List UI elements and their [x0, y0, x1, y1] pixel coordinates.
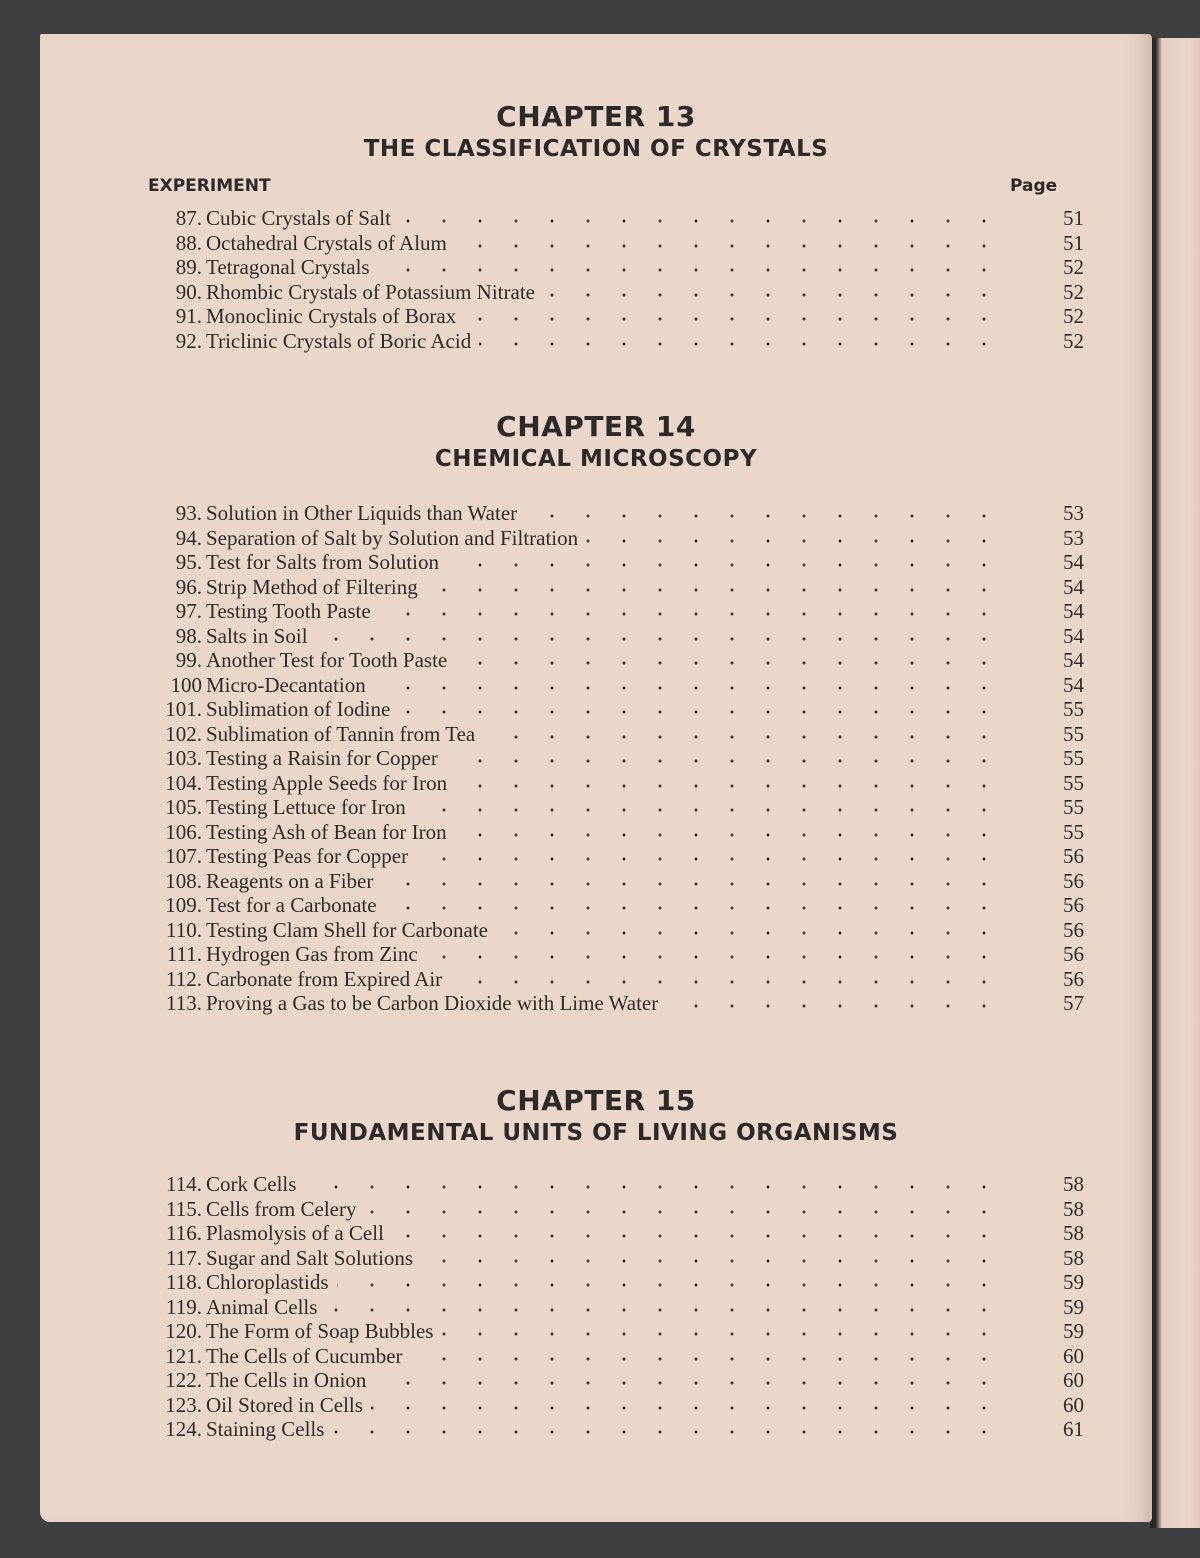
toc-entry [144, 1368, 1084, 1393]
experiment-number: 87. [175, 206, 202, 230]
chapter-15-heading [40, 1084, 1152, 1148]
dot-leader [455, 661, 1002, 665]
toc-entry [144, 1197, 1084, 1222]
dot-leader [374, 686, 1002, 690]
experiment-number: 111. [166, 942, 202, 966]
experiment-number: 106. [165, 819, 202, 844]
page-number: 53 [1063, 525, 1084, 550]
experiment-title: Staining Cells [206, 1417, 325, 1441]
toc-entry [144, 942, 1084, 967]
experiment-title: Testing a Raisin for Copper [206, 746, 438, 770]
toc-entry [144, 1172, 1084, 1197]
toc-entry [144, 844, 1084, 869]
page-number: 52 [1063, 304, 1084, 328]
toc-entry [144, 231, 1084, 256]
toc-entry [144, 624, 1084, 649]
experiment-title: Sublimation of Iodine [206, 697, 391, 721]
toc-entry [144, 1221, 1084, 1246]
page-number: 60 [1063, 1392, 1084, 1417]
experiment-number: 116. [166, 1221, 202, 1245]
toc-entry [144, 501, 1084, 526]
experiment-number: 89. [175, 255, 202, 279]
dot-leader [392, 1234, 1002, 1238]
experiment-number: 115. [166, 1196, 202, 1221]
experiment-title: Monoclinic Crystals of Borax [206, 304, 457, 328]
experiment-number: 105. [165, 795, 202, 819]
experiment-title: Reagents on a Fiber [206, 868, 374, 893]
book-page [40, 34, 1152, 1522]
chapter-13-entries [144, 206, 1084, 353]
toc-entry [144, 1417, 1084, 1442]
dot-leader [381, 882, 1002, 886]
experiment-number: 123. [165, 1392, 202, 1417]
toc-entry [144, 1393, 1084, 1418]
experiment-number: 113. [166, 991, 202, 1015]
dot-leader [426, 588, 1002, 592]
page-number: 55 [1063, 770, 1084, 795]
toc-entry [144, 1246, 1084, 1271]
dot-leader [416, 857, 1002, 861]
chapter-subtitle: CHEMICAL MICROSCOPY [434, 446, 758, 472]
experiment-title: Testing Apple Seeds for Iron [206, 770, 448, 795]
experiment-title: Proving a Gas to be Carbon Dioxide with Lime Water [206, 991, 659, 1015]
dot-leader [483, 735, 1002, 739]
experiment-title: Carbonate from Expired Air [206, 966, 443, 991]
toc-entry [144, 1295, 1084, 1320]
toc-entry [144, 918, 1084, 943]
experiment-number: 92. [175, 328, 202, 353]
dot-leader [426, 955, 1002, 959]
experiment-number: 107. [165, 844, 202, 868]
toc-entry [144, 1344, 1084, 1369]
dot-leader [525, 514, 1002, 518]
toc-entry [144, 893, 1084, 918]
experiment-title: Triclinic Crystals of Boric Acid [206, 328, 472, 353]
experiment-number: 112. [166, 966, 202, 991]
dot-leader [543, 293, 1002, 297]
toc-entry [144, 599, 1084, 624]
experiment-number: 109. [165, 893, 202, 917]
toc-entry [144, 1319, 1084, 1344]
toc-entry [144, 746, 1084, 771]
toc-entry [144, 722, 1084, 747]
dot-leader [450, 980, 1002, 984]
page-number: 52 [1063, 279, 1084, 304]
experiment-number: 97. [175, 599, 202, 623]
dot-leader [455, 833, 1002, 837]
experiment-title: Solution in Other Liquids than Water [206, 501, 518, 525]
dot-leader [325, 1308, 1002, 1312]
page-number: 56 [1063, 844, 1084, 868]
toc-entry [144, 206, 1084, 231]
dot-leader [371, 1406, 1002, 1410]
page-number: 58 [1063, 1196, 1084, 1221]
toc-entry [144, 991, 1084, 1016]
page-number: 56 [1063, 893, 1084, 917]
chapter-14-entries [144, 501, 1084, 1016]
experiment-number: 122. [165, 1368, 202, 1392]
experiment-title: Tetragonal Crystals [206, 255, 370, 279]
toc-entry [144, 820, 1084, 845]
dot-leader [446, 759, 1002, 763]
experiment-number: 100 [170, 672, 202, 697]
toc-entry [144, 697, 1084, 722]
page-number: 51 [1063, 230, 1084, 255]
page-number: 54 [1063, 623, 1084, 648]
page-number: 58 [1063, 1172, 1084, 1196]
dot-leader [479, 342, 1002, 346]
experiment-title: The Cells of Cucumber [206, 1343, 403, 1368]
page-number: 54 [1063, 550, 1084, 574]
page-number: 55 [1063, 721, 1084, 746]
page-number: 55 [1063, 795, 1084, 819]
page-number: 58 [1063, 1245, 1084, 1270]
experiment-number: 110. [166, 917, 202, 942]
experiment-title: Another Test for Tooth Paste [206, 648, 448, 672]
experiment-title: Cells from Celery [206, 1196, 357, 1221]
experiment-title: Rhombic Crystals of Potassium Nitrate [206, 279, 535, 304]
dot-leader [666, 1004, 1002, 1008]
chapter-subtitle: THE CLASSIFICATION OF CRYSTALS [363, 136, 829, 162]
toc-entry [144, 771, 1084, 796]
toc-entry [144, 550, 1084, 575]
experiment-title: Oil Stored in Cells [206, 1392, 363, 1417]
experiment-number: 120. [165, 1319, 202, 1343]
experiment-number: 108. [165, 868, 202, 893]
experiment-title: Testing Ash of Bean for Iron [206, 819, 447, 844]
experiment-number: 102. [165, 721, 202, 746]
dot-leader [374, 1381, 1002, 1385]
page-number: 54 [1063, 574, 1084, 599]
dot-leader [337, 1283, 1002, 1287]
toc-entry [144, 967, 1084, 992]
page-number: 52 [1063, 328, 1084, 353]
experiment-title: The Form of Soap Bubbles [206, 1319, 434, 1343]
experiment-title: Octahedral Crystals of Alum [206, 230, 447, 255]
dot-leader [464, 317, 1002, 321]
page-number: 51 [1063, 206, 1084, 230]
page-number: 53 [1063, 501, 1084, 525]
page-number: 55 [1063, 697, 1084, 721]
chapter-title: CHAPTER 14 [496, 410, 696, 443]
experiment-title: Test for a Carbonate [206, 893, 377, 917]
dot-leader [398, 710, 1002, 714]
page-number: 59 [1063, 1294, 1084, 1319]
page-number: 56 [1063, 942, 1084, 966]
chapter-13-heading [40, 100, 1152, 164]
toc-entry [144, 648, 1084, 673]
page-number: 54 [1063, 648, 1084, 672]
toc-entry [144, 526, 1084, 551]
experiment-title: Testing Clam Shell for Carbonate [206, 917, 488, 942]
experiment-title: Cubic Crystals of Salt [206, 206, 391, 230]
dot-leader [455, 244, 1002, 248]
toc-entry [144, 255, 1084, 280]
dot-leader [441, 1332, 1002, 1336]
experiment-number: 93. [175, 501, 202, 525]
page-number: 56 [1063, 966, 1084, 991]
toc-entry [144, 329, 1084, 354]
dot-leader [378, 268, 1002, 272]
experiment-number: 103. [165, 746, 202, 770]
experiment-title: Salts in Soil [206, 623, 308, 648]
experiment-number: 98. [175, 623, 202, 648]
dot-leader [385, 906, 1002, 910]
page-column-header: Page [1010, 176, 1058, 196]
page-number: 59 [1063, 1270, 1084, 1294]
experiment-number: 104. [165, 770, 202, 795]
page-number: 60 [1063, 1343, 1084, 1368]
spine-edge [1150, 38, 1200, 1528]
experiment-title: Testing Lettuce for Iron [206, 795, 406, 819]
experiment-number: 99. [175, 648, 202, 672]
experiment-title: Sugar and Salt Solutions [206, 1245, 414, 1270]
dot-leader [411, 1357, 1002, 1361]
dot-leader [455, 784, 1002, 788]
experiment-number: 124. [165, 1417, 202, 1441]
experiment-title: Plasmolysis of a Cell [206, 1221, 384, 1245]
experiment-number: 95. [175, 550, 202, 574]
experiment-title: Cork Cells [206, 1172, 297, 1196]
experiment-title: The Cells in Onion [206, 1368, 367, 1392]
toc-entry [144, 280, 1084, 305]
experiment-title: Testing Peas for Copper [206, 844, 409, 868]
page-number: 60 [1063, 1368, 1084, 1392]
toc-entry [144, 1270, 1084, 1295]
experiment-number: 94. [175, 525, 202, 550]
experiment-number: 96. [175, 574, 202, 599]
experiment-number: 101. [165, 697, 202, 721]
chapter-15-entries [144, 1172, 1084, 1442]
experiment-title: Hydrogen Gas from Zinc [206, 942, 418, 966]
page-number: 56 [1063, 868, 1084, 893]
experiment-number: 117. [166, 1245, 202, 1270]
experiment-column-header: EXPERIMENT [148, 176, 271, 196]
experiment-number: 121. [165, 1343, 202, 1368]
dot-leader [399, 219, 1002, 223]
experiment-title: Test for Salts from Solution [206, 550, 440, 574]
page-number: 55 [1063, 819, 1084, 844]
experiment-title: Separation of Salt by Solution and Filtration [206, 525, 579, 550]
dot-leader [496, 931, 1002, 935]
page-number: 57 [1063, 991, 1084, 1015]
experiment-number: 119. [166, 1294, 202, 1319]
page-number: 59 [1063, 1319, 1084, 1343]
dot-leader [304, 1185, 1002, 1189]
experiment-title: Sublimation of Tannin from Tea [206, 721, 476, 746]
toc-entry [144, 304, 1084, 329]
experiment-title: Strip Method of Filtering [206, 574, 418, 599]
experiment-title: Testing Tooth Paste [206, 599, 371, 623]
chapter-subtitle: FUNDAMENTAL UNITS OF LIVING ORGANISMS [293, 1120, 899, 1146]
experiment-title: Animal Cells [206, 1294, 318, 1319]
experiment-number: 114. [166, 1172, 202, 1196]
page-number: 61 [1063, 1417, 1084, 1441]
toc-entry [144, 575, 1084, 600]
experiment-number: 90. [175, 279, 202, 304]
page-number: 58 [1063, 1221, 1084, 1245]
experiment-title: Chloroplastids [206, 1270, 329, 1294]
toc-entry [144, 869, 1084, 894]
experiment-title: Micro-Decantation [206, 672, 366, 697]
toc-entry [144, 795, 1084, 820]
dot-leader [332, 1430, 1002, 1434]
dot-leader [421, 1259, 1002, 1263]
chapter-14-heading [40, 410, 1152, 474]
experiment-number: 118. [166, 1270, 202, 1294]
chapter-title: CHAPTER 13 [496, 100, 696, 133]
dot-leader [364, 1210, 1002, 1214]
chapter-title: CHAPTER 15 [496, 1084, 696, 1117]
dot-leader [447, 563, 1002, 567]
experiment-number: 91. [175, 304, 202, 328]
experiment-number: 88. [175, 230, 202, 255]
dot-leader [414, 808, 1002, 812]
page-number: 54 [1063, 599, 1084, 623]
dot-leader [586, 539, 1002, 543]
page-number: 55 [1063, 746, 1084, 770]
dot-leader [379, 612, 1002, 616]
page-number: 52 [1063, 255, 1084, 279]
dot-leader [316, 637, 1002, 641]
toc-entry [144, 673, 1084, 698]
page-number: 54 [1063, 672, 1084, 697]
page-number: 56 [1063, 917, 1084, 942]
